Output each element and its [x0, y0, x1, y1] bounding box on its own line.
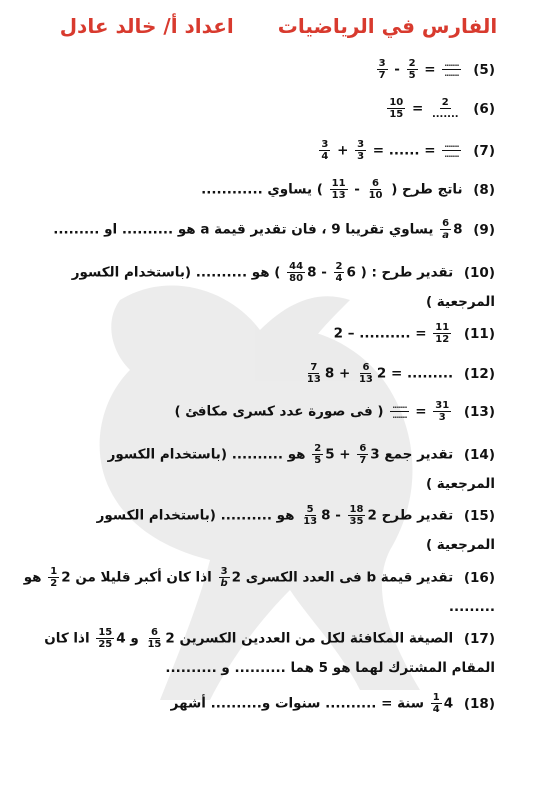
question-continuation: المرجعية ) [425, 537, 495, 553]
question-number: (10) [463, 264, 495, 281]
question-17: (17) الصيغة المكافئة لكل من العددين الكسرين 2 $\frac{6}{15}$ و 4 $\frac{15}{25}$ اذا كان المقام المشترك لهما هو 5 هما .......... و .......... [44, 627, 495, 676]
fraction: $\frac{5}{13}$ [303, 504, 318, 527]
fraction: $\frac{3}{b}$ [220, 566, 228, 589]
page-header [0, 14, 557, 38]
answer-blank: $\frac{.......}{.......}$ [444, 140, 459, 159]
question-continuation: المرجعية ) [425, 294, 495, 310]
fraction: $\frac{31}{3}$ [435, 400, 450, 423]
question-16: (16) تقدير قيمة b فى العدد الكسرى 2 $\frac{3}{b}$ اذا كان أكبر قليلا من 2 $\frac{1}{2}$ هو ......... [23, 566, 495, 615]
question-number: (6) [473, 100, 495, 117]
question-number: (15) [463, 507, 495, 524]
question-number: (8) [473, 181, 495, 198]
question-number: (17) [463, 630, 495, 647]
fraction: $\frac{11}{12}$ [435, 322, 450, 345]
question-number: (7) [473, 142, 495, 159]
fraction: $\frac{6}{a}$ [442, 218, 450, 241]
fraction: $\frac{3}{4}$ [321, 139, 329, 162]
fraction: $\frac{2}{4}$ [335, 261, 343, 284]
question-7: (7) $\frac{.......}{.......}$ = ...... = $\frac{3}{3}$ + $\frac{3}{4}$ [321, 139, 495, 162]
fraction: $\frac{1}{2}$ [50, 566, 58, 589]
fraction: $\frac{6}{7}$ [359, 443, 367, 466]
question-number: (11) [463, 325, 495, 342]
question-13: (13) $\frac{31}{3}$ = $\frac{.......}{.......}$ ( فى صورة عدد كسرى مكافئ ) [174, 400, 495, 423]
question-number: (5) [473, 61, 495, 78]
question-continuation: المرجعية ) [425, 476, 495, 492]
fraction: $\frac{2}{5}$ [314, 443, 322, 466]
question-continuation: المقام المشترك لهما هو 5 هما .......... و .......... [165, 660, 495, 676]
question-9: (9) 8 $\frac{6}{a}$ يساوي تقريبا 9 ، فان تقدير قيمة a هو .......... او ......... [53, 218, 495, 241]
question-15: (15) تقدير طرح 2 $\frac{18}{35}$ - 8 $\frac{5}{13}$ هو .......... (باستخدام الكسور المرجعية ) [96, 504, 495, 553]
fraction: $\frac{6}{15}$ [147, 627, 162, 650]
question-14: (14) تقدير جمع 3 $\frac{6}{7}$ + 5 $\frac{2}{5}$ هو .......... (باستخدام الكسور المرجعية ) [107, 443, 495, 492]
fraction: $\frac{2}{.......}$ [431, 97, 459, 120]
fraction: $\frac{11}{13}$ [331, 178, 346, 201]
question-6: (6) $\frac{2}{.......}$ = $\frac{10}{15}$ [389, 97, 495, 120]
fraction: $\frac{10}{15}$ [389, 97, 404, 120]
answer-blank: $\frac{.......}{.......}$ [392, 401, 407, 420]
question-10: (10) تقدير طرح : ( 6 $\frac{2}{4}$ - 8 $\frac{44}{80}$ ) هو .......... (باستخدام الكسور المرجعية ) [71, 261, 495, 310]
fraction: $\frac{15}{25}$ [98, 627, 113, 650]
header-author: اعداد أ/ خالد عادل [59, 14, 234, 38]
question-number: (14) [463, 446, 495, 463]
fraction: $\frac{18}{35}$ [349, 504, 364, 527]
question-5: (5) $\frac{.......}{.......}$ = $\frac{2}{5}$ - $\frac{3}{7}$ [378, 58, 495, 81]
question-number: (18) [463, 695, 495, 712]
header-title: الفارس في الرياضيات [277, 14, 498, 38]
question-12: (12) ......... = 2 $\frac{6}{13}$ + 8 $\frac{7}{13}$ [306, 362, 495, 385]
fraction: $\frac{6}{13}$ [358, 362, 373, 385]
question-number: (9) [473, 221, 495, 238]
question-number: (12) [463, 365, 495, 382]
fraction: $\frac{7}{13}$ [306, 362, 321, 385]
fraction: $\frac{3}{7}$ [378, 58, 386, 81]
answer-blank: $\frac{.......}{.......}$ [444, 59, 459, 78]
question-8: (8) ناتج طرح ( $\frac{6}{10}$ - $\frac{11}{13}$ ) يساوي ............ [201, 178, 495, 201]
fraction: $\frac{3}{3}$ [357, 139, 365, 162]
question-number: (13) [463, 403, 495, 420]
fraction: $\frac{44}{80}$ [289, 261, 304, 284]
fraction: $\frac{6}{10}$ [368, 178, 383, 201]
question-18: (18) 4 $\frac{1}{4}$ سنة = .......... سنوات و.......... أشهر [170, 692, 495, 715]
fraction: $\frac{1}{4}$ [432, 692, 440, 715]
question-continuation: ......... [448, 599, 495, 615]
question-number: (16) [463, 569, 495, 586]
fraction: $\frac{2}{5}$ [408, 58, 416, 81]
question-11: (11) $\frac{11}{12}$ = .......... – 2 [333, 322, 495, 345]
